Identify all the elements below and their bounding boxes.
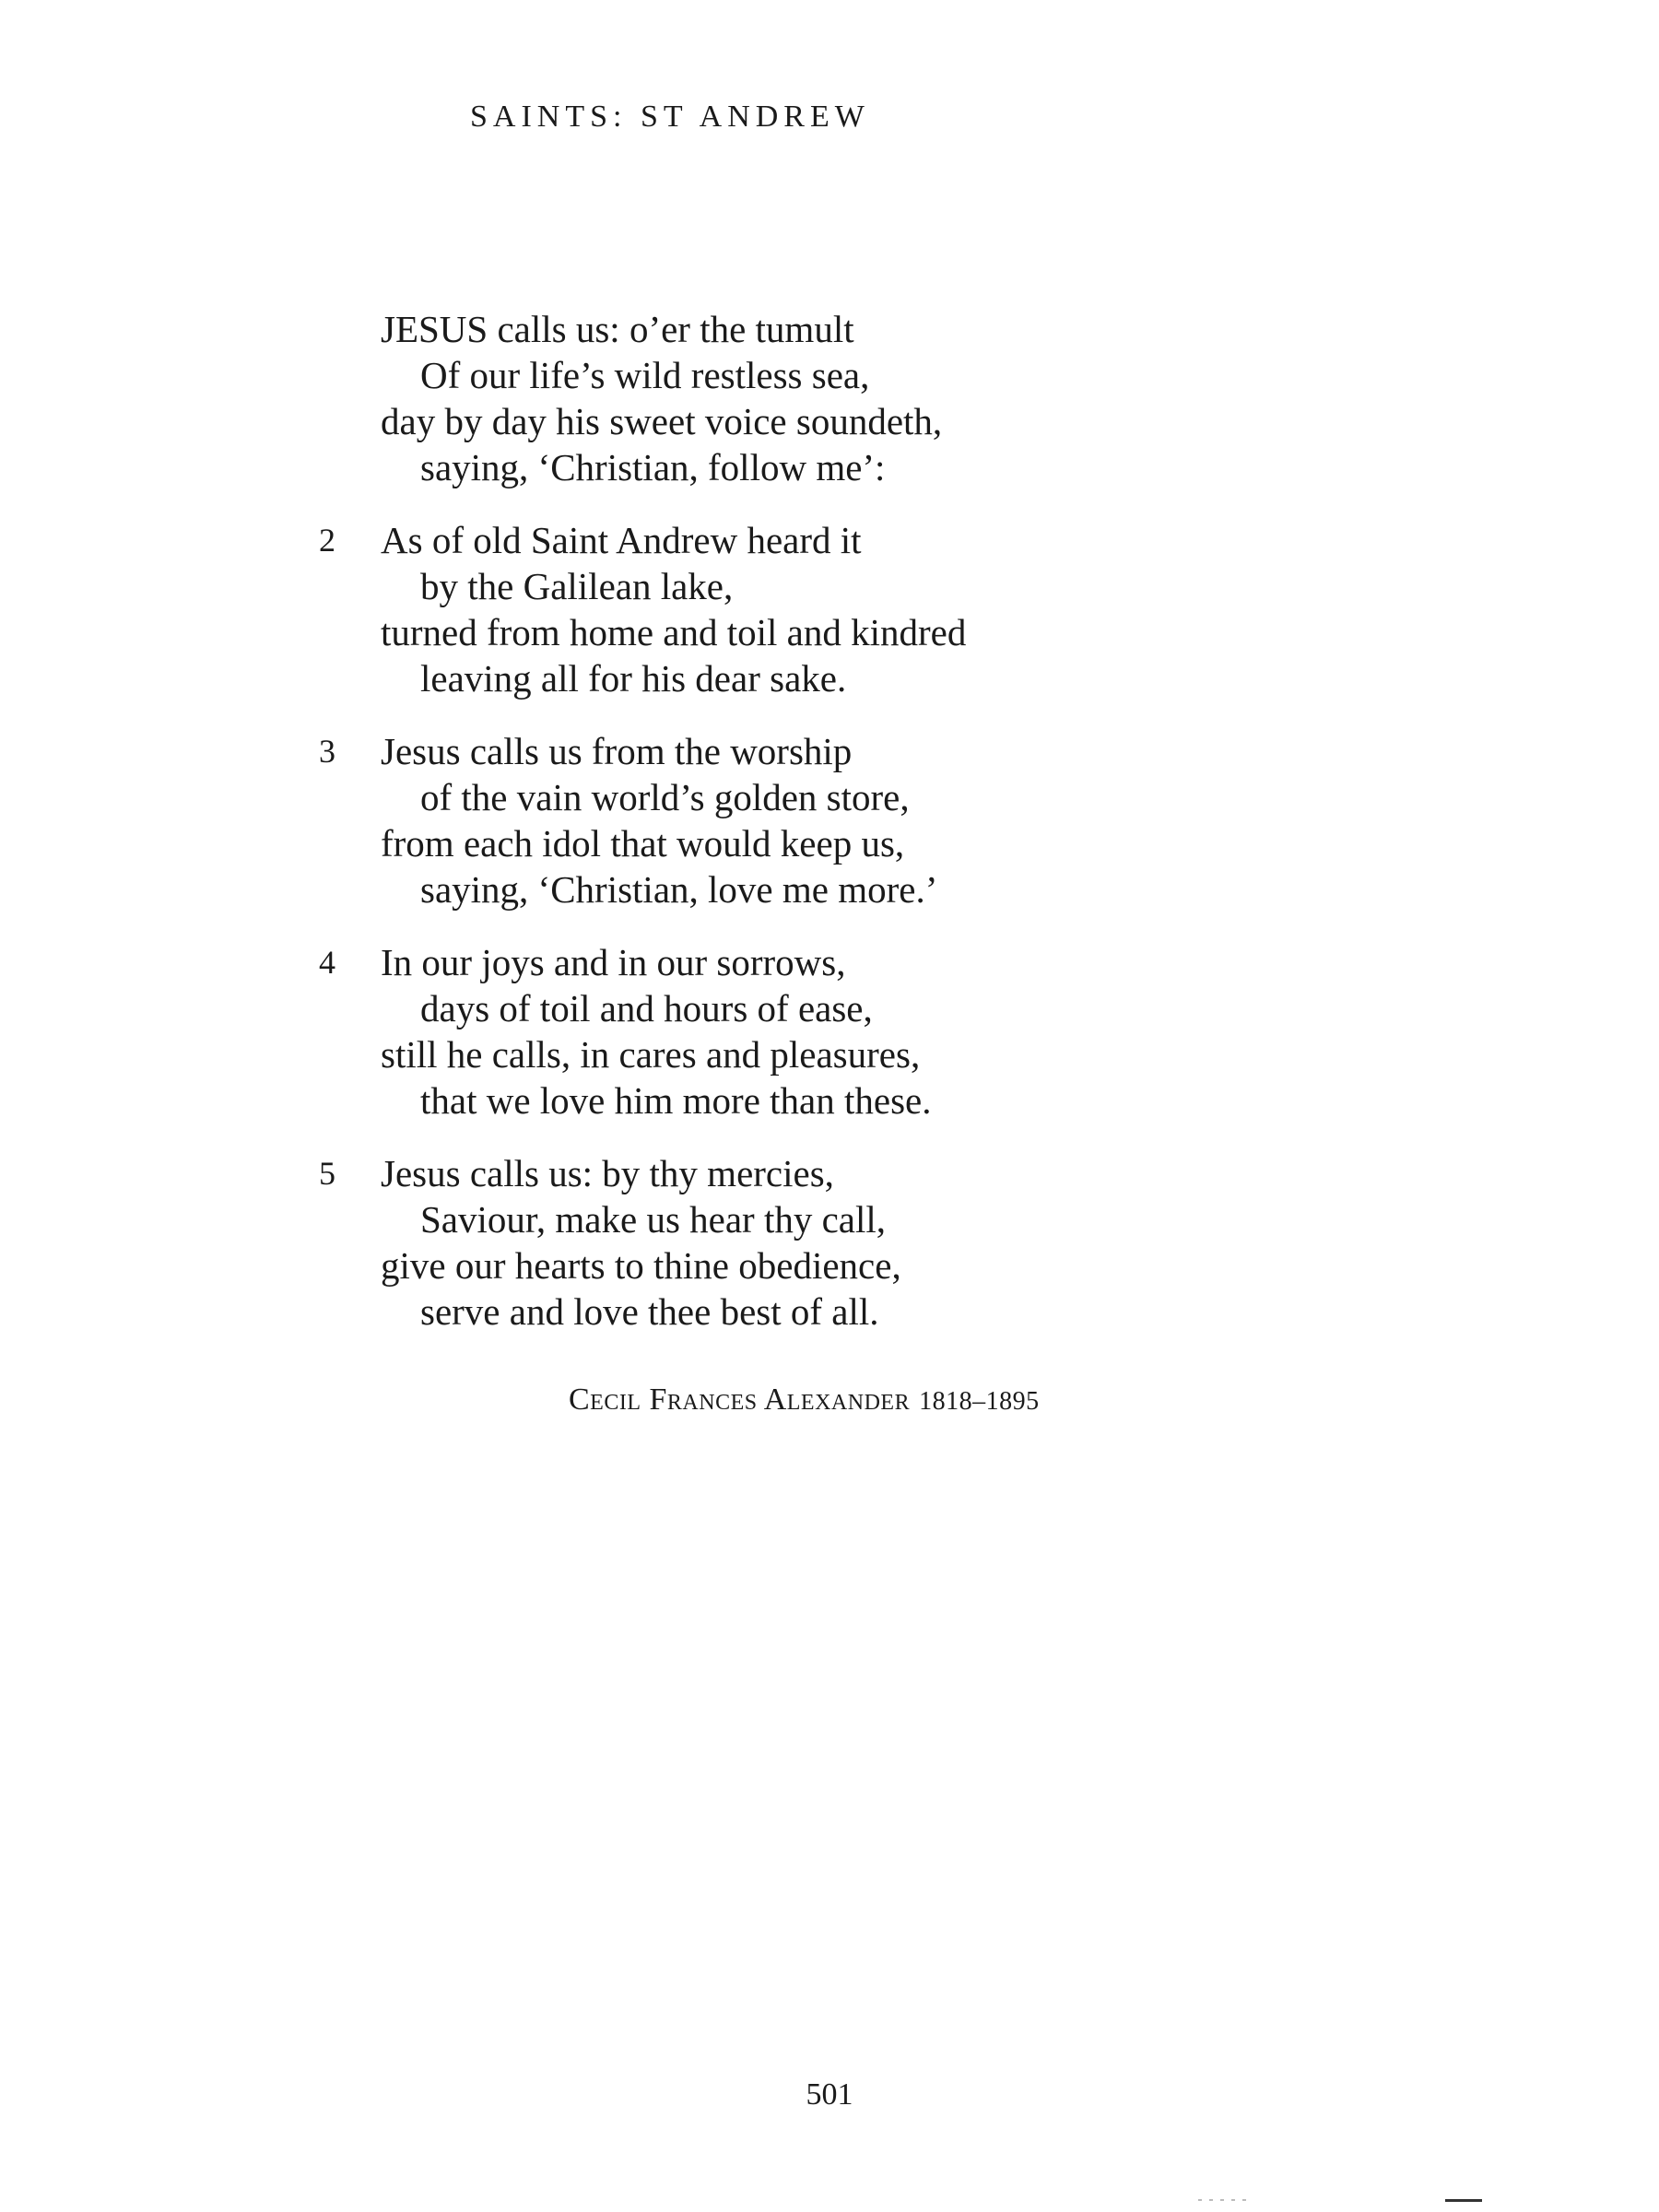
hymn-text bbox=[313, 306, 1419, 1361]
scan-artifact bbox=[1445, 2199, 1482, 2202]
verse-line: As of old Saint Andrew heard it bbox=[381, 519, 862, 561]
verse-line: days of toil and hours of ease, bbox=[420, 987, 873, 1030]
verse-line: saying, ‘Christian, follow me’: bbox=[420, 446, 886, 488]
verse-line: JESUS calls us: o’er the tumult bbox=[381, 308, 854, 350]
verse-number: 3 bbox=[319, 733, 335, 770]
verse-line: leaving all for his dear sake. bbox=[420, 657, 847, 700]
verse-line: saying, ‘Christian, love me more.’ bbox=[420, 868, 938, 911]
verse-2 bbox=[313, 517, 1419, 701]
verse-line: turned from home and toil and kindred bbox=[381, 611, 967, 653]
verse-line: Jesus calls us from the worship bbox=[381, 730, 853, 772]
verse-line: day by day his sweet voice soundeth, bbox=[381, 400, 943, 442]
verse-line: from each idol that would keep us, bbox=[381, 822, 905, 865]
verse-line: that we love him more than these. bbox=[420, 1079, 932, 1122]
verse-number: 2 bbox=[319, 522, 335, 559]
verse-line: In our joys and in our sorrows, bbox=[381, 941, 846, 983]
verse-4 bbox=[313, 939, 1419, 1124]
verse-line: serve and love thee best of all. bbox=[420, 1290, 879, 1333]
verse-number: 5 bbox=[319, 1155, 335, 1192]
scan-artifact bbox=[1198, 2199, 1253, 2201]
verse-line: Of our life’s wild restless sea, bbox=[420, 354, 870, 396]
author-dates: 1818–1895 bbox=[919, 1387, 1040, 1416]
author-name: Cecil Frances Alexander bbox=[569, 1382, 911, 1417]
verse-line: give our hearts to thine obedience, bbox=[381, 1244, 901, 1287]
verse-line: Jesus calls us: by thy mercies, bbox=[381, 1152, 834, 1194]
verse-line: of the vain world’s golden store, bbox=[420, 776, 910, 818]
verse-line: Saviour, make us hear thy call, bbox=[420, 1198, 887, 1241]
author-attribution bbox=[569, 1382, 1040, 1418]
verse-number: 4 bbox=[319, 944, 335, 981]
verse-5 bbox=[313, 1150, 1419, 1335]
running-head: SAINTS: ST ANDREW bbox=[470, 100, 870, 134]
page-number: 501 bbox=[806, 2077, 853, 2112]
verse-line: still he calls, in cares and pleasures, bbox=[381, 1033, 921, 1076]
verse-1 bbox=[313, 306, 1419, 490]
verse-line: by the Galilean lake, bbox=[420, 565, 734, 607]
verse-3 bbox=[313, 728, 1419, 912]
